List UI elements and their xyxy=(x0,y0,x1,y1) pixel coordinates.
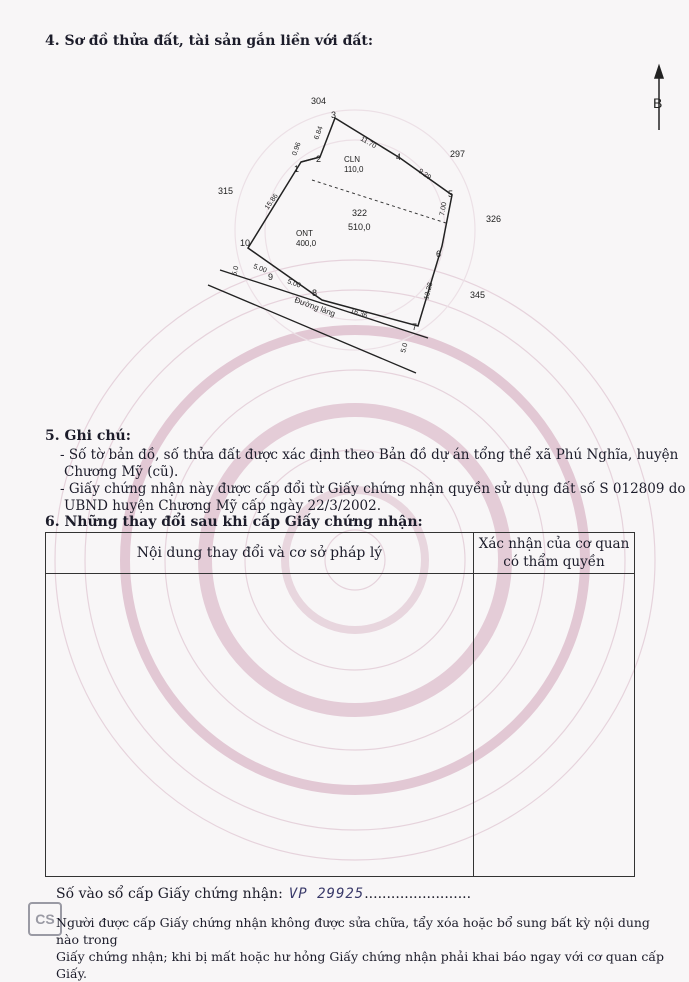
point-5: 5 xyxy=(448,189,454,199)
watermark-logo-icon: CS xyxy=(28,902,62,936)
changes-table xyxy=(45,532,635,877)
zone-divider xyxy=(312,180,449,223)
neighbor-304: 304 xyxy=(311,96,327,106)
edge-11-70: 11.70 xyxy=(359,135,378,151)
edge-15-86: 15.86 xyxy=(263,192,280,212)
edge-5-00-a: 5.00 xyxy=(252,263,268,275)
point-7: 7 xyxy=(412,322,418,332)
zone-cln-area: 110,0 xyxy=(344,165,364,174)
neighbor-315: 315 xyxy=(218,186,234,196)
point-2: 2 xyxy=(316,154,322,164)
col-confirm-line1: Xác nhận của cơ quan xyxy=(478,536,630,552)
edge-13-28: 13.28 xyxy=(423,281,435,301)
edge-0-96: 0.96 xyxy=(291,141,303,157)
edge-6-84: 6.84 xyxy=(313,125,325,141)
neighbor-297: 297 xyxy=(450,149,466,159)
section6-title: 6. Những thay đổi sau khi cấp Giấy chứng nhận: xyxy=(45,514,423,530)
point-4: 4 xyxy=(396,152,402,162)
section4-title: 4. Sơ đồ thửa đất, tài sản gắn liền với đất: xyxy=(45,33,374,49)
neighbor-345: 345 xyxy=(470,290,486,300)
note-line-1b: Chương Mỹ (cũ). xyxy=(64,464,179,480)
parcel-area: 510,0 xyxy=(348,222,371,232)
point-9: 9 xyxy=(268,272,274,282)
edge-16-36: 16.36 xyxy=(349,307,369,320)
zone-ont: ONT xyxy=(296,229,313,238)
point-1: 1 xyxy=(294,164,300,174)
footer-line-2: Giấy chứng nhận; khi bị mất hoặc hư hỏng Giấy chứng nhận phải khai báo ngay với cơ quan cấp Giấy. xyxy=(56,949,665,981)
edge-7-00: 7.00 xyxy=(439,201,449,217)
road-edge-top xyxy=(220,270,428,338)
footer-line-1: Người được cấp Giấy chứng nhận không được sửa chữa, tẩy xóa hoặc bổ sung bất kỳ nội dung nào trong xyxy=(56,915,650,947)
footer-notice xyxy=(56,914,676,982)
register-line xyxy=(56,886,471,902)
edge-5-0-b: 5.0 xyxy=(400,342,410,354)
edge-5-00-b: 5.00 xyxy=(286,278,302,290)
north-label: B xyxy=(653,95,663,111)
point-8: 8 xyxy=(312,288,318,298)
col-changes-header: Nội dung thay đổi và cơ sở pháp lý xyxy=(136,545,383,561)
zone-ont-area: 400,0 xyxy=(296,239,317,248)
parcel-number: 322 xyxy=(352,208,368,218)
register-label: Số vào sổ cấp Giấy chứng nhận: xyxy=(56,886,283,902)
note-line-2b: UBND huyện Chương Mỹ cấp ngày 22/3/2002. xyxy=(64,498,382,514)
edge-5-0-a: 5.0 xyxy=(231,265,241,277)
note-line-1: - Số tờ bản đồ, số thửa đất được xác định theo Bản đồ dự án tổng thể xã Phú Nghĩa, huyện xyxy=(60,447,679,463)
neighbor-326: 326 xyxy=(486,214,502,224)
point-3: 3 xyxy=(331,110,337,120)
edge-9-29: 9.29 xyxy=(416,167,433,182)
road-edge-bottom xyxy=(208,285,416,373)
note-line-2: - Giấy chứng nhận này được cấp đổi từ Giấy chứng nhận quyền sử dụng đất số S 012809 do xyxy=(60,481,686,497)
road-label: Đường làng xyxy=(293,295,337,319)
point-10: 10 xyxy=(240,238,251,248)
parcel-map xyxy=(0,0,689,430)
col-confirm-line2: có thẩm quyền xyxy=(503,554,605,570)
register-number: VP 29925 xyxy=(288,886,365,902)
section5-title: 5. Ghi chú: xyxy=(45,428,131,444)
col-confirm-header xyxy=(474,533,634,573)
register-dots: ........................ xyxy=(364,886,472,902)
zone-cln: CLN xyxy=(344,155,361,164)
point-6: 6 xyxy=(436,249,442,259)
